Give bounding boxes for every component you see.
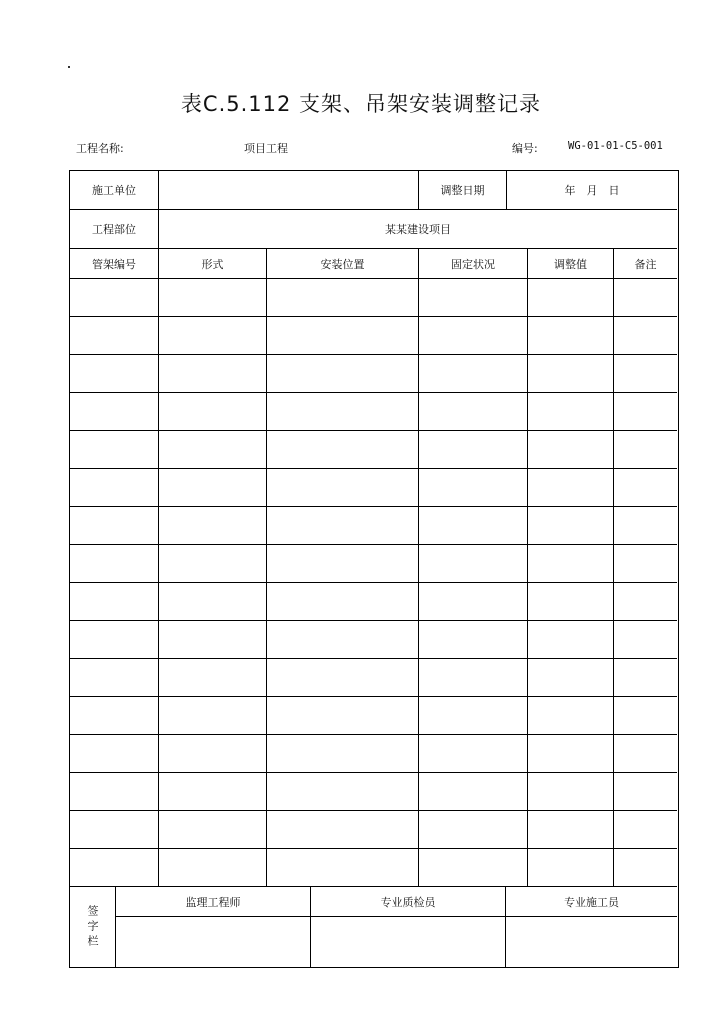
table-cell[interactable] bbox=[528, 507, 613, 544]
table-cell[interactable] bbox=[614, 545, 677, 582]
table-cell[interactable] bbox=[267, 507, 418, 544]
table-cell[interactable] bbox=[159, 811, 266, 848]
table-cell[interactable] bbox=[419, 697, 527, 734]
table-cell[interactable] bbox=[528, 317, 613, 354]
table-cell[interactable] bbox=[419, 279, 527, 316]
page-mark bbox=[68, 66, 70, 68]
grid-line bbox=[115, 886, 116, 968]
table-cell[interactable] bbox=[159, 355, 266, 392]
table-cell[interactable] bbox=[614, 355, 677, 392]
table-cell[interactable] bbox=[70, 583, 158, 620]
signature-role-construction-staff: 专业施工员 bbox=[564, 895, 619, 909]
table-cell[interactable] bbox=[614, 621, 677, 658]
table-cell[interactable] bbox=[267, 811, 418, 848]
table-cell[interactable] bbox=[159, 659, 266, 696]
column-header-fixing-status: 固定状况 bbox=[451, 257, 495, 271]
project-name-label: 工程名称: bbox=[76, 142, 124, 155]
table-cell[interactable] bbox=[159, 583, 266, 620]
project-part-label: 工程部位 bbox=[92, 223, 136, 236]
signature-section-label bbox=[70, 887, 115, 967]
table-cell[interactable] bbox=[614, 469, 677, 506]
signature-role-supervisor: 监理工程师 bbox=[185, 895, 241, 909]
table-cell[interactable] bbox=[419, 849, 527, 886]
table-cell[interactable] bbox=[267, 583, 418, 620]
table-cell[interactable] bbox=[159, 735, 266, 772]
table-cell[interactable] bbox=[528, 393, 613, 430]
grid-line bbox=[70, 886, 677, 887]
table-cell[interactable] bbox=[419, 621, 527, 658]
table-cell[interactable] bbox=[267, 773, 418, 810]
table-cell[interactable] bbox=[614, 507, 677, 544]
table-cell[interactable] bbox=[159, 317, 266, 354]
signature-role-quality-inspector: 专业质检员 bbox=[380, 895, 436, 909]
table-cell[interactable] bbox=[159, 849, 266, 886]
table-cell[interactable] bbox=[159, 279, 266, 316]
table-cell[interactable] bbox=[267, 545, 418, 582]
grid-line bbox=[505, 886, 506, 968]
table-cell[interactable] bbox=[419, 735, 527, 772]
table-cell[interactable] bbox=[528, 279, 613, 316]
adjust-date-label: 调整日期 bbox=[440, 184, 485, 197]
table-cell[interactable] bbox=[528, 659, 613, 696]
table-cell[interactable] bbox=[419, 545, 527, 582]
table-cell[interactable] bbox=[528, 811, 613, 848]
table-cell[interactable] bbox=[614, 659, 677, 696]
grid-line bbox=[70, 209, 677, 210]
table-cell[interactable] bbox=[528, 431, 613, 468]
project-name-value: 项目工程 bbox=[244, 142, 288, 155]
table-cell[interactable] bbox=[159, 431, 266, 468]
grid-line bbox=[506, 171, 507, 209]
table-cell[interactable] bbox=[419, 773, 527, 810]
signature-field-supervisor[interactable] bbox=[116, 917, 310, 967]
table-cell[interactable] bbox=[159, 507, 266, 544]
table-cell[interactable] bbox=[70, 393, 158, 430]
table-cell[interactable] bbox=[419, 431, 527, 468]
table-cell[interactable] bbox=[70, 431, 158, 468]
table-cell[interactable] bbox=[419, 317, 527, 354]
table-cell[interactable] bbox=[159, 621, 266, 658]
table-cell[interactable] bbox=[159, 697, 266, 734]
table-cell[interactable] bbox=[419, 393, 527, 430]
construction-unit-value[interactable] bbox=[159, 171, 418, 209]
table-cell[interactable] bbox=[614, 583, 677, 620]
column-header-remarks: 备注 bbox=[634, 257, 657, 271]
table-cell[interactable] bbox=[419, 507, 527, 544]
table-cell[interactable] bbox=[419, 469, 527, 506]
table-cell[interactable] bbox=[70, 659, 158, 696]
table-cell[interactable] bbox=[528, 621, 613, 658]
grid-line bbox=[418, 171, 419, 209]
table-cell[interactable] bbox=[70, 507, 158, 544]
table-cell[interactable] bbox=[70, 621, 158, 658]
table-cell[interactable] bbox=[267, 355, 418, 392]
table-cell[interactable] bbox=[159, 469, 266, 506]
grid-line bbox=[310, 886, 311, 968]
signature-field-construction-staff[interactable] bbox=[506, 917, 677, 967]
table-cell[interactable] bbox=[528, 849, 613, 886]
table-cell[interactable] bbox=[267, 621, 418, 658]
page-title: 表C.5.112 支架、吊架安装调整记录 bbox=[180, 92, 542, 116]
column-header-install-position: 安装位置 bbox=[320, 257, 365, 271]
table-cell[interactable] bbox=[528, 583, 613, 620]
table-cell[interactable] bbox=[267, 431, 418, 468]
construction-unit-label: 施工单位 bbox=[92, 184, 136, 197]
table-cell[interactable] bbox=[614, 773, 677, 810]
table-cell[interactable] bbox=[614, 279, 677, 316]
column-header-support-no: 管架编号 bbox=[92, 257, 136, 271]
signature-section-text: 签字栏 bbox=[86, 904, 99, 950]
table-cell[interactable] bbox=[70, 697, 158, 734]
table-cell[interactable] bbox=[267, 393, 418, 430]
table-cell[interactable] bbox=[70, 469, 158, 506]
signature-field-quality-inspector[interactable] bbox=[311, 917, 505, 967]
column-header-type: 形式 bbox=[201, 257, 224, 271]
table-cell[interactable] bbox=[70, 849, 158, 886]
grid-line bbox=[70, 248, 677, 249]
table-cell[interactable] bbox=[614, 431, 677, 468]
table-cell[interactable] bbox=[419, 811, 527, 848]
table-cell[interactable] bbox=[70, 317, 158, 354]
number-value: WG-01-01-C5-001 bbox=[568, 140, 663, 152]
table-cell[interactable] bbox=[70, 279, 158, 316]
table-cell[interactable] bbox=[70, 811, 158, 848]
table-cell[interactable] bbox=[614, 697, 677, 734]
table-cell[interactable] bbox=[159, 773, 266, 810]
table-cell[interactable] bbox=[267, 735, 418, 772]
table-cell[interactable] bbox=[267, 317, 418, 354]
table-cell[interactable] bbox=[614, 393, 677, 430]
table-cell[interactable] bbox=[267, 659, 418, 696]
table-cell[interactable] bbox=[614, 849, 677, 886]
table-cell[interactable] bbox=[267, 279, 418, 316]
table-cell[interactable] bbox=[528, 545, 613, 582]
grid-line bbox=[115, 916, 677, 917]
table-cell[interactable] bbox=[267, 849, 418, 886]
table-cell[interactable] bbox=[528, 697, 613, 734]
table-cell[interactable] bbox=[419, 355, 527, 392]
record-form-table bbox=[69, 170, 679, 968]
table-cell[interactable] bbox=[159, 545, 266, 582]
table-cell[interactable] bbox=[70, 773, 158, 810]
table-cell[interactable] bbox=[267, 697, 418, 734]
table-cell[interactable] bbox=[614, 317, 677, 354]
project-part-value[interactable]: 某某建设项目 bbox=[385, 223, 451, 236]
adjust-date-value[interactable]: 年 月 日 bbox=[564, 184, 620, 197]
table-cell[interactable] bbox=[528, 773, 613, 810]
table-cell[interactable] bbox=[614, 735, 677, 772]
table-cell[interactable] bbox=[267, 469, 418, 506]
table-cell[interactable] bbox=[528, 735, 613, 772]
table-cell[interactable] bbox=[419, 583, 527, 620]
table-cell[interactable] bbox=[159, 393, 266, 430]
table-cell[interactable] bbox=[70, 355, 158, 392]
table-cell[interactable] bbox=[70, 545, 158, 582]
table-cell[interactable] bbox=[70, 735, 158, 772]
table-cell[interactable] bbox=[419, 659, 527, 696]
table-cell[interactable] bbox=[528, 469, 613, 506]
table-cell[interactable] bbox=[528, 355, 613, 392]
column-header-adjust-value: 调整值 bbox=[554, 257, 587, 271]
number-label: 编号: bbox=[512, 142, 538, 155]
table-cell[interactable] bbox=[614, 811, 677, 848]
